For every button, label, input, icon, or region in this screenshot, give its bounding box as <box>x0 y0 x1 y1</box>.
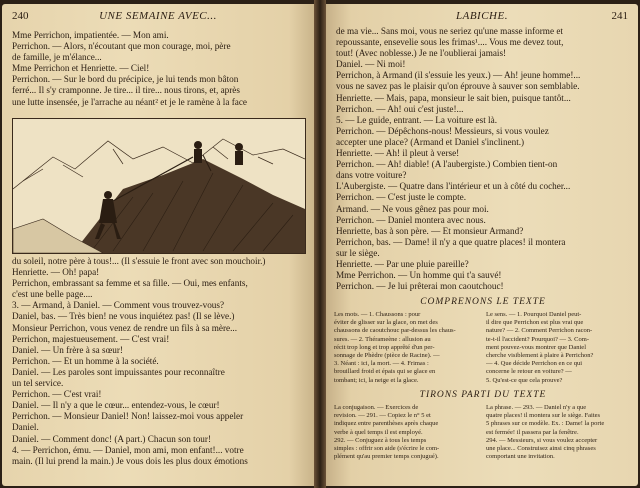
exercise-line: indiquez entre parenthèses après chaque <box>334 420 439 428</box>
exercise-line: plément qu'au premier temps conjugué). <box>334 453 439 461</box>
exercise-line: éviter de glisser sur la glace, on met des <box>334 319 438 327</box>
phrase-column <box>486 404 630 461</box>
text-line: Perrichon, à Armand (il s'essuie les yeux.) — Ah! jeune homme!... <box>336 70 581 81</box>
section-title-tirons: TIRONS PARTI DU TEXTE <box>419 390 547 400</box>
left-page-number: 240 <box>12 10 29 22</box>
left-top-text <box>12 30 306 108</box>
text-line: Daniel. — Comment donc! (A part.) Chacun son tour! <box>12 433 212 444</box>
text-line: ferré... Il s'y cramponne. Je tire... il tire... nous tirons, et, après <box>12 85 240 96</box>
exercise-line: revision. — 291. — Copiez le n° 5 et <box>334 412 431 420</box>
text-line: Mme Perrichon. — Un homme qui t'a sauvé! <box>336 270 502 281</box>
text-line: Armand. — Ne vous gênez pas pour moi. <box>336 203 489 214</box>
text-line: Perrichon. — Et un homme à la société. <box>12 355 159 366</box>
text-line: Henriette. — Ah! il pleut à verse! <box>336 148 460 159</box>
text-line: c'est une belle page.... <box>12 289 93 300</box>
exercise-line: Les mots. — 1. Chaussons : pour <box>334 311 421 318</box>
text-line: Henriette. — Par une pluie pareille? <box>336 258 469 269</box>
exercise-line: Le sens. — 1. Pourquoi Daniel peut- <box>486 311 582 318</box>
text-line: Perrichon. — Alors, n'écoutant que mon courage, moi, père <box>12 41 231 52</box>
exercise-line: une place... Construisez ainsi cinq phrases <box>486 445 596 453</box>
text-line: Perrichon. — Je lui prêterai mon caoutchouc! <box>336 281 504 292</box>
exercise-line: sonnage de Phèdre (pièce de Racine). — <box>334 352 440 360</box>
text-line: repoussante, ensevelie sous les frimas¹.... Vous me devez tout, <box>336 37 564 48</box>
exercise-line: 294. — Messieurs, si vous voulez accepter <box>486 436 598 444</box>
text-line: Perrichon. — Dépêchons-nous! Messieurs, si vous voulez <box>336 125 549 136</box>
text-line: Henriette. — Oh! papa! <box>12 267 100 278</box>
text-line: Daniel. <box>12 422 39 433</box>
exercise-line: brouillard froid et épais qui se glace en <box>334 368 436 376</box>
text-line: Daniel. — Les paroles sont impuissantes pour reconnaître <box>12 366 225 377</box>
comprenons-section <box>336 295 630 310</box>
text-line: L'Aubergiste. — Quatre dans l'intérieur et un à côté du cocher... <box>336 181 571 192</box>
text-line: Daniel. — Il n'y a que le cœur... entendez-vous, le cœur! <box>12 400 220 411</box>
exercise-line: cherche visiblement à plaire à Perrichon? <box>486 352 594 360</box>
text-line: accepter une place? (Armand et Daniel s'inclinent.) <box>336 136 525 147</box>
exercise-line: — 4. Que décide Perrichon en ce qui <box>486 360 583 368</box>
text-line: Mme Perrichon et Henriette. — Ciel! <box>12 63 150 74</box>
text-line: Daniel. — Un frère à sa sœur! <box>12 344 123 355</box>
text-line: de famille, je m'élance... <box>12 52 102 63</box>
text-line: Perrichon. — Sur le bord du précipice, je lui tends mon bâton <box>12 74 239 85</box>
text-line: Perrichon. — C'est vrai! <box>12 389 102 400</box>
exercise-line: ment pouvez-vous montrer que Daniel <box>486 343 586 351</box>
exercise-line: La conjugaison. — Exercices de <box>334 404 419 411</box>
exercise-line: nature? — 2. Comment Perrichon racon- <box>486 327 593 335</box>
text-line: Perrichon. — Ah! diable! (A l'aubergiste.) Combien tient-on <box>336 159 558 170</box>
text-line: Perrichon. — Monsieur Daniel! Non! laissez-moi vous appeler <box>12 411 244 422</box>
tirons-section <box>336 388 630 403</box>
tirons-columns <box>334 404 630 461</box>
exercise-line: 3. Néant : ici, la mort. — 4. Frimas : <box>334 360 429 368</box>
exercise-line: 5. Qu'est-ce que cela prouve? <box>486 376 563 384</box>
text-line: Daniel, bas. — Très bien! ne vous inquiétez pas! (Il se lève.) <box>12 311 235 322</box>
text-line: Perrichon, bas. — Dame! il n'y a que quatre places! il montera <box>336 236 566 247</box>
text-line: Perrichon, majestueusement. — C'est vrai! <box>12 333 170 344</box>
text-line: un tel service. <box>12 378 64 389</box>
exercise-line: est fermée! il passera par la fenêtre. <box>486 428 579 436</box>
exercise-line: te-t-il l'accident? Pourquoi? — 3. Com- <box>486 335 589 343</box>
text-line: sur le siège. <box>336 247 380 258</box>
left-bottom-text <box>12 256 306 467</box>
text-line: dans votre voiture? <box>336 170 407 181</box>
text-line: une lutte insensée, je l'arrache au néant² et je le ramène à la face <box>12 96 247 107</box>
text-line: du soleil, notre père à tous!... (Il s'essuie le front avec son mouchoir.) <box>12 256 266 266</box>
left-running-title: UNE SEMAINE AVEC... <box>99 10 217 22</box>
exercise-line: 5 phrases sur ce modèle. Ex. : Dame! la porte <box>486 420 605 428</box>
exercise-line: sures. — 2. Thérameène : allusion au <box>334 335 431 343</box>
section-title-comprenons: COMPRENONS LE TEXTE <box>420 297 546 307</box>
text-line: Perrichon, embrassant sa femme et sa fille. — Oui, mes enfants, <box>12 278 248 289</box>
exercise-line: quatre places! il montera sur le siège. Faites <box>486 412 601 420</box>
right-dialogue-text <box>336 26 630 292</box>
mots-column <box>334 311 478 385</box>
exercise-line: comportant une invitation. <box>486 453 555 461</box>
right-page-number: 241 <box>611 10 628 22</box>
text-line: main. (Il lui prend la main.) Je vous dois les plus doux émotions <box>12 455 248 466</box>
text-line: Monsieur Perrichon, vous venez de rendre un fils à sa mère... <box>12 322 238 333</box>
text-line: Daniel. — Ni moi! <box>336 59 406 70</box>
mountain-rescue-illustration <box>12 118 306 254</box>
comprenons-columns <box>334 311 630 385</box>
right-page-header <box>336 10 628 26</box>
exercise-line: tombant; ici, la neige et la glace. <box>334 376 419 384</box>
exercise-line: 292. — Conjuguez à tous les temps <box>334 436 427 444</box>
book-gutter <box>314 0 326 488</box>
text-line: de ma vie... Sans moi, vous ne seriez qu'une masse informe et <box>336 26 563 36</box>
text-line: 3. — Armand, à Daniel. — Comment vous trouvez-vous? <box>12 300 225 311</box>
text-line: Perrichon. — C'est juste le compte. <box>336 192 466 203</box>
text-line: Perrichon. — Daniel montera avec nous. <box>336 214 486 225</box>
left-page-header <box>12 10 304 26</box>
text-line: 4. — Perrichon, ému. — Daniel, mon ami, mon enfant!... votre <box>12 444 244 455</box>
exercise-line: simples : offrir son aide (s'écrire le com- <box>334 445 440 453</box>
left-page <box>2 4 314 486</box>
exercise-line: il dire que Perrichon est plus vrai que <box>486 319 584 327</box>
exercise-line: La phrase. — 293. — Daniel n'y a que <box>486 404 587 411</box>
sens-column <box>486 311 630 385</box>
text-line: Mme Perrichon, impatientée. — Mon ami. <box>12 30 169 40</box>
right-page <box>326 4 638 486</box>
conjugaison-column <box>334 404 478 461</box>
text-line: Henriette, bas à son père. — Et monsieur Armand? <box>336 225 524 236</box>
exercise-line: récit trop long et trop apprêté d'un per- <box>334 343 435 351</box>
text-line: Perrichon. — Ah! oui c'est juste!... <box>336 103 464 114</box>
exercise-line: verbe à quel temps il est employé. <box>334 428 423 436</box>
exercise-line: concerne le retour en voiture? — <box>486 368 572 376</box>
exercise-line: chaussons de caoutchouc par-dessus les chaus- <box>334 327 456 335</box>
right-running-title: LABICHE. <box>456 10 508 22</box>
text-line: tout! (Avec noblesse.) Je ne l'oublierai jamais! <box>336 48 507 59</box>
text-line: 5. — Le guide, entrant. — La voiture est là. <box>336 114 497 125</box>
text-line: Henriette. — Mais, papa, monsieur le sait bien, puisque tantôt... <box>336 92 571 103</box>
text-line: vous ne savez pas le plaisir qu'on éprouve à sauver son semblable. <box>336 81 580 92</box>
